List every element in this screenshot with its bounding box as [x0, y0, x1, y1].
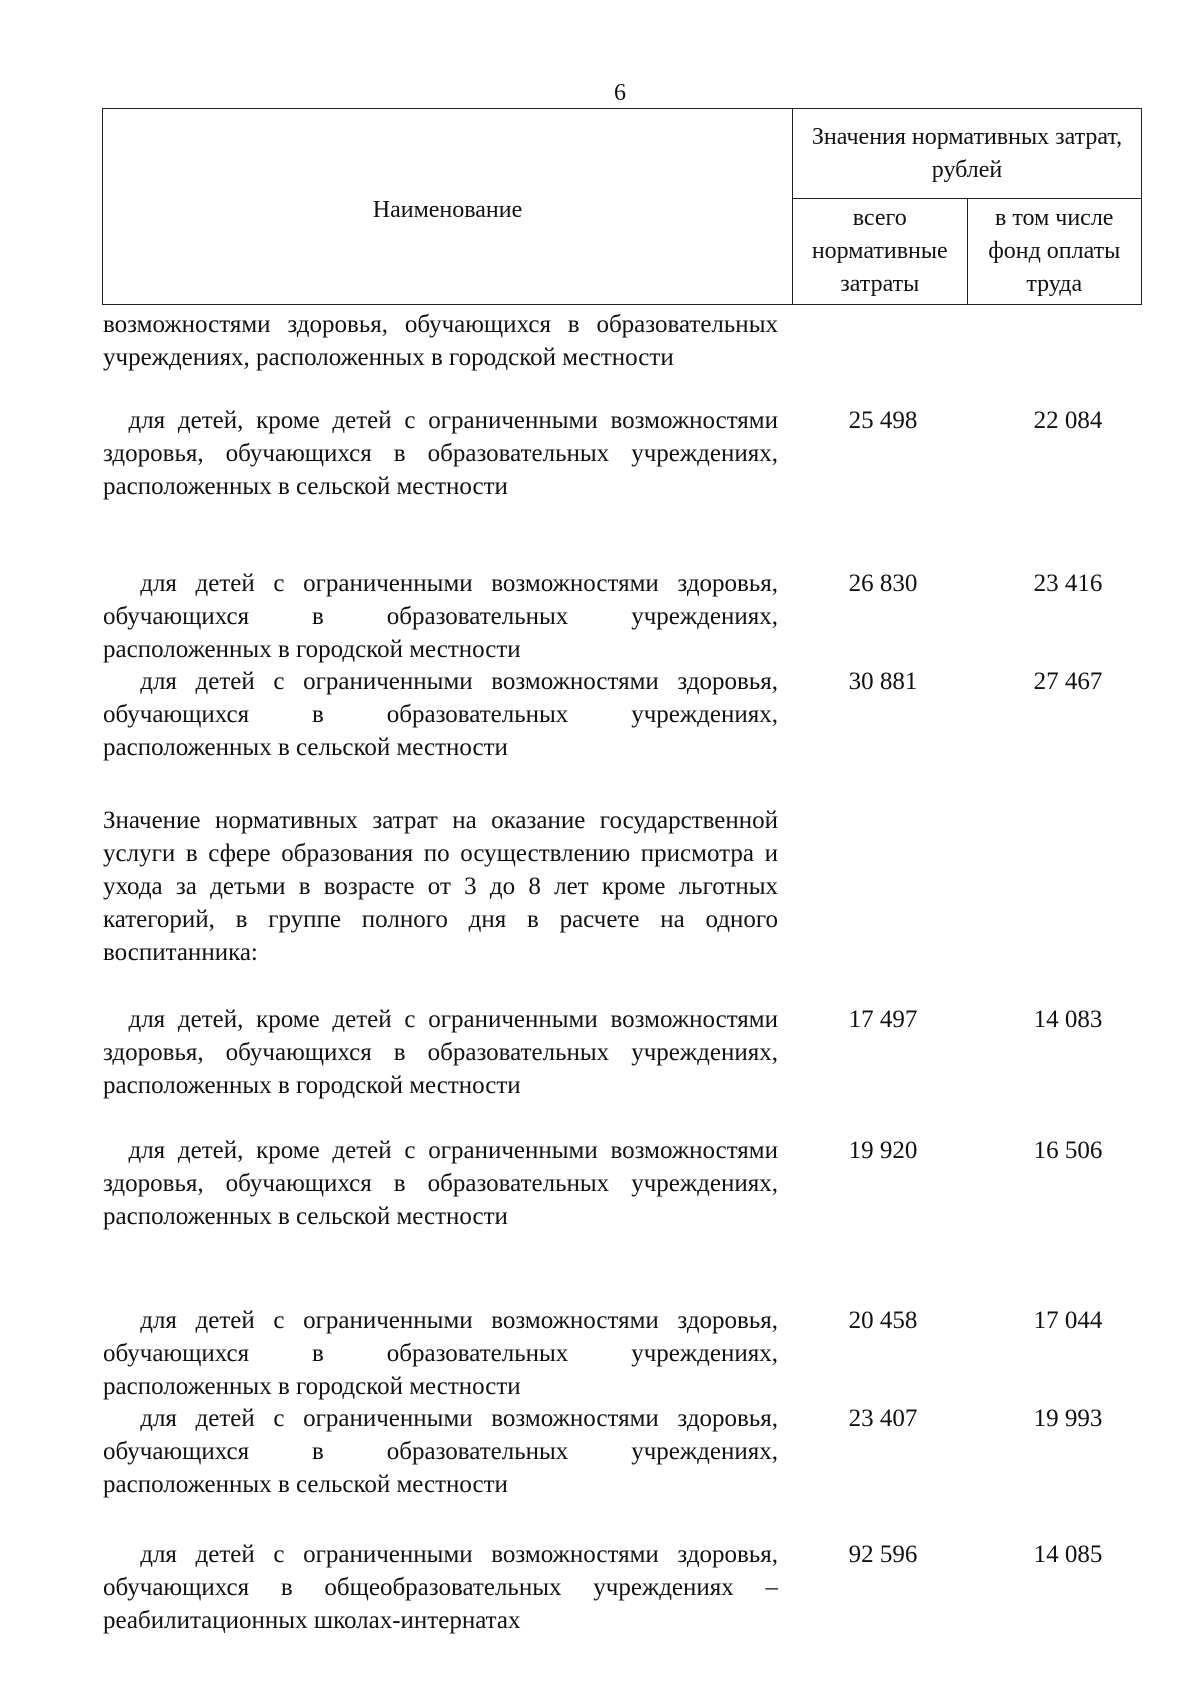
row-fund: 14 085: [1033, 1541, 1103, 1568]
row-total: 92 596: [848, 1541, 918, 1568]
row-total: 20 458: [848, 1307, 918, 1334]
row-name: для детей с ограниченными возможностями здоровья, обучающихся в общеобразовательных учреждениях – реабилитационных школах-интернатах: [103, 1541, 778, 1634]
row-fund: 22 084: [1033, 407, 1103, 434]
table-header: [102, 108, 1142, 305]
row-total: 23 407: [848, 1405, 918, 1432]
row-total: 30 881: [848, 668, 918, 695]
column-header-total: всего нормативные затраты: [793, 199, 968, 305]
row-name: для детей с ограниченными возможностями здоровья, обучающихся в образовательных учреждениях, расположенных в сельской местности: [103, 1405, 778, 1498]
row-name: возможностями здоровья, обучающихся в образовательных учреждениях, расположенных в городской местности: [103, 311, 778, 371]
row-fund: 16 506: [1033, 1137, 1103, 1164]
row-name: для детей, кроме детей с ограниченными возможностями здоровья, обучающихся в образовательных учреждениях, расположенных в сельской местности: [103, 1137, 778, 1230]
row-total: 26 830: [848, 570, 918, 597]
column-header-name: Наименование: [103, 109, 793, 305]
row-fund: 27 467: [1033, 668, 1103, 695]
row-fund: 14 083: [1033, 1006, 1103, 1033]
row-fund: 23 416: [1033, 570, 1103, 597]
column-header-values: Значения нормативных затрат, рублей: [793, 109, 1142, 199]
row-fund: 19 993: [1033, 1405, 1103, 1432]
row-fund: 17 044: [1033, 1307, 1103, 1334]
row-total: 19 920: [848, 1137, 918, 1164]
column-header-fund: в том числе фонд оплаты труда: [967, 199, 1142, 305]
row-name: для детей с ограниченными возможностями здоровья, обучающихся в образовательных учреждениях, расположенных в городской местности: [103, 1307, 778, 1400]
row-name: для детей с ограниченными возможностями здоровья, обучающихся в образовательных учреждениях, расположенных в сельской местности: [103, 668, 778, 761]
row-name: для детей, кроме детей с ограниченными возможностями здоровья, обучающихся в образовательных учреждениях, расположенных в сельской местности: [103, 407, 778, 500]
page-number: 6: [614, 80, 626, 106]
row-total: 25 498: [848, 407, 918, 434]
section-heading: Значение нормативных затрат на оказание государственной услуги в сфере образования по осуществлению присмотра и ухода за детьми в возрасте от 3 до 8 лет кроме льготных категорий, в группе полного дня в расчете на одного воспитанника:: [103, 807, 778, 966]
row-name: для детей, кроме детей с ограниченными возможностями здоровья, обучающихся в образовательных учреждениях, расположенных в городской местности: [103, 1006, 778, 1099]
row-name: для детей с ограниченными возможностями здоровья, обучающихся в образовательных учреждениях, расположенных в городской местности: [103, 570, 778, 663]
row-total: 17 497: [848, 1006, 918, 1033]
